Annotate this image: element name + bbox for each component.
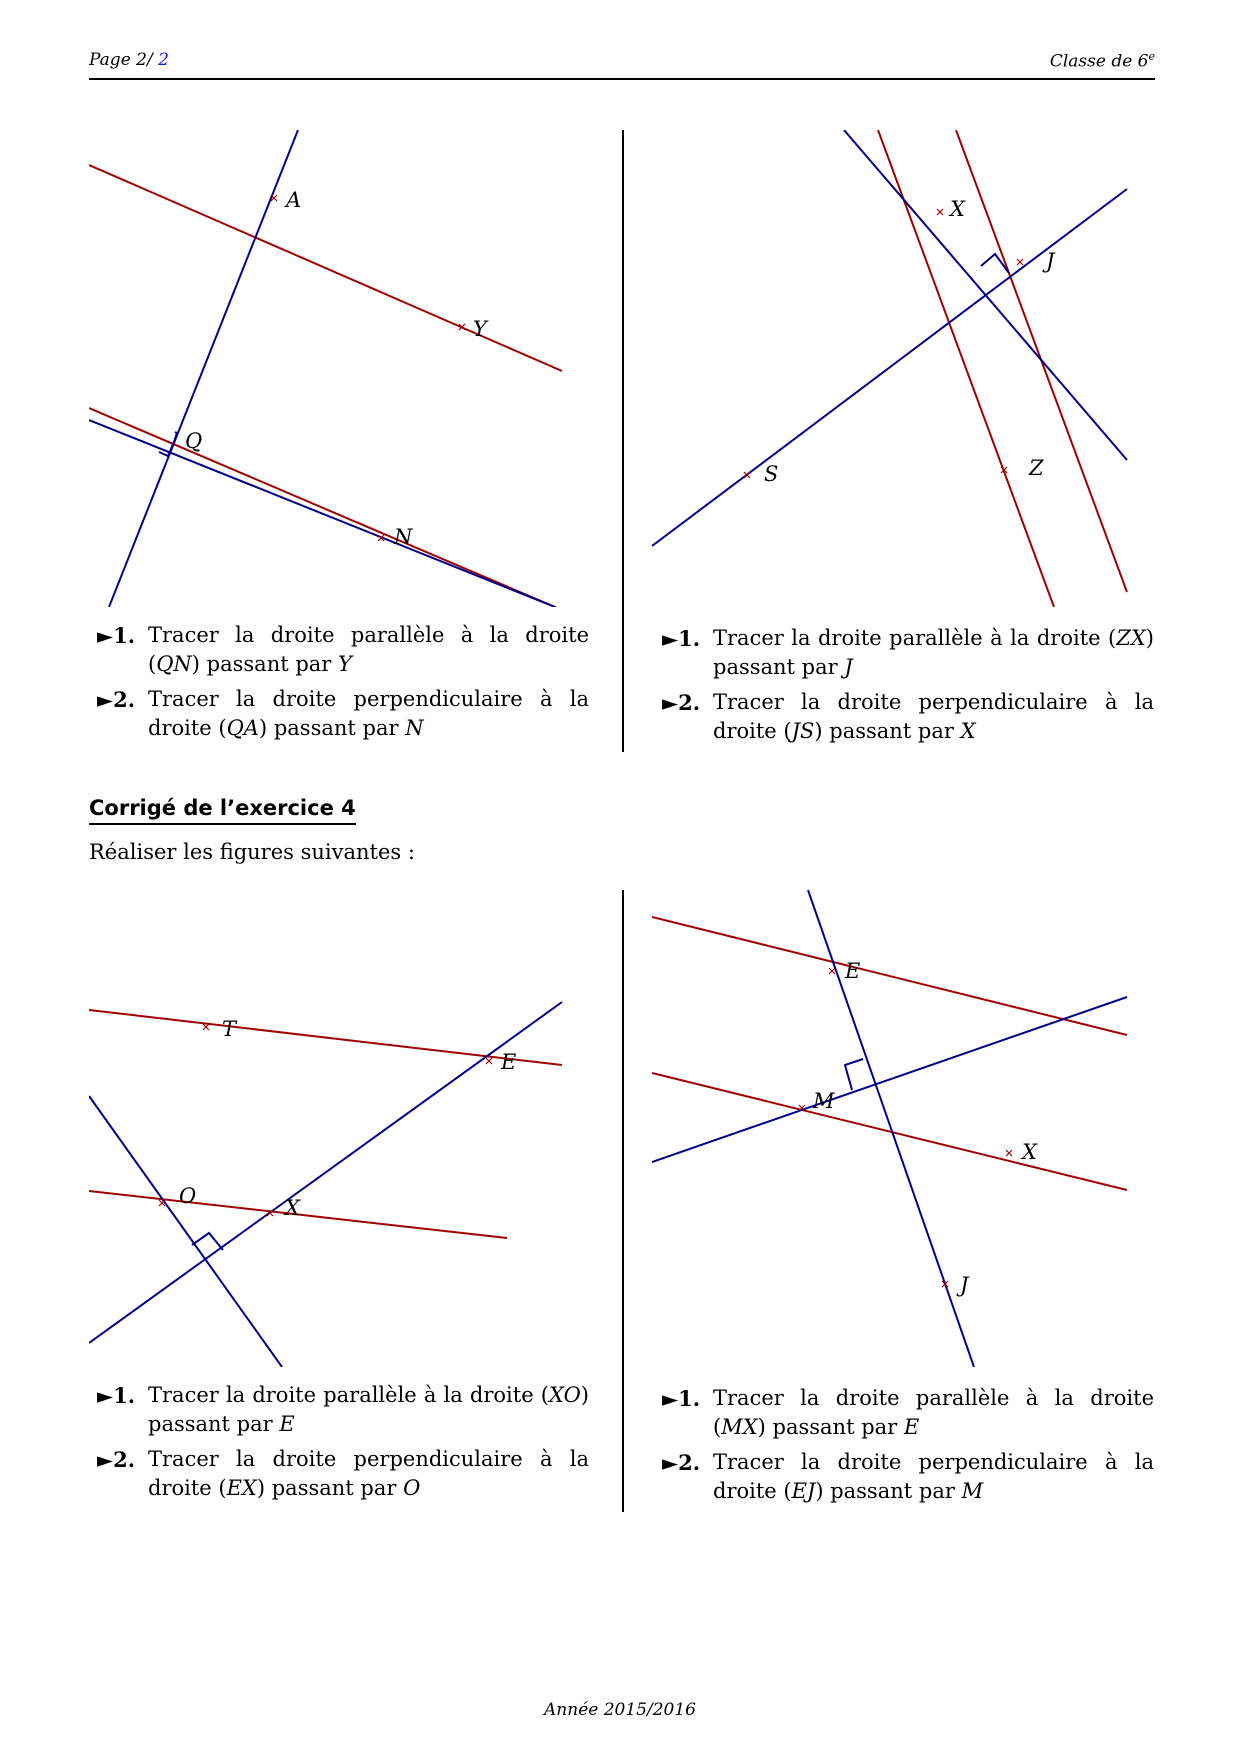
figure-3-canvas [89,890,589,1367]
footer-year: Année 2015/2016 [544,1700,696,1720]
instruction-text: Tracer la droite parallèle à la droite ( [148,1383,549,1407]
label-J: J [960,1273,969,1297]
instruction-item [654,624,1154,682]
line-QN [89,420,555,607]
line-through-X-perp [844,130,1127,460]
line-EX [89,1002,562,1343]
instruction-text: Tracer la droite perpendiculaire à la droite ( [148,1447,589,1500]
instruction-text: Tracer la droite parallèle à la droite ( [148,623,589,676]
line-through-Y [89,165,562,371]
point-E-mark [829,968,835,974]
point-E-mark [486,1058,492,1064]
instruction-item [89,1445,589,1503]
instruction-point: X [960,719,976,743]
instruction-number: ►2. [97,1447,136,1472]
instruction-text: ) passant par [815,1479,962,1503]
figure-4-canvas [652,890,1155,1367]
instruction-number: ►1. [662,1386,701,1411]
instruction-text: Tracer la droite perpendiculaire à la droite ( [713,1450,1154,1503]
instruction-number: ►1. [97,1383,136,1408]
label-X: X [285,1196,300,1220]
instruction-item [89,1381,589,1439]
instruction-point: M [961,1479,984,1503]
line-MX [652,1073,1127,1190]
instruction-item [654,1448,1154,1506]
line-through-O-perp [89,1096,282,1367]
label-X: X [950,197,965,221]
instruction-text: ) passant par [191,652,339,676]
instruction-item [654,688,1154,746]
instruction-point: O [403,1476,421,1500]
instruction-text: Tracer la droite parallèle à la droite ( [713,626,1117,650]
label-Z: Z [1029,456,1044,480]
instruction-number: ►2. [662,1450,701,1475]
point-T-mark [203,1024,209,1030]
instructions-1 [89,621,589,749]
class-label: Classe de 6 [1049,51,1149,72]
page-label: Page 2/ [89,50,153,70]
label-X: X [1022,1140,1037,1164]
header-page-number [89,50,169,70]
instructions-2 [654,624,1154,752]
label-Q: Q [185,429,203,453]
page-total-link[interactable]: 2 [158,50,169,70]
label-M: M [813,1089,835,1113]
right-angle-M [845,1059,863,1090]
instruction-text: ) passant par [258,716,406,740]
instruction-text: ) passant par [757,1415,904,1439]
label-E: E [501,1050,517,1074]
instruction-point: N [405,716,424,740]
instruction-text: ) passant par [814,719,961,743]
header-class [1050,50,1155,72]
instruction-line: EX [226,1476,257,1500]
instruction-point: Y [338,652,352,676]
instruction-item [654,1384,1154,1442]
column-divider-bottom [622,890,624,1512]
instruction-text: Tracer la droite parallèle à la droite ( [713,1386,1154,1439]
line-through-T [89,1010,562,1065]
header-rule [89,78,1155,80]
column-divider-top [622,130,624,752]
section-title: Corrigé de l’exercice 4 [89,796,356,825]
instruction-point: E [903,1415,920,1439]
label-J: J [1046,249,1055,273]
instruction-item [89,621,589,679]
line-QA [109,130,298,607]
instruction-line: QA [226,716,259,740]
label-Y: Y [473,317,487,341]
point-X-mark [937,209,943,215]
instruction-text: ) passant par [256,1476,404,1500]
line-EJ [808,890,974,1367]
instruction-item [89,685,589,743]
point-J-mark [1017,259,1023,265]
instructions-3 [89,1381,589,1509]
class-superscript: e [1148,50,1155,63]
instruction-line: QN [156,652,192,676]
line-through-M-perp [652,997,1127,1162]
line-JS [652,189,1127,546]
figure-3 [89,890,589,1367]
figure-2-canvas [652,130,1155,607]
label-O: O [179,1184,197,1208]
instruction-point: E [279,1412,295,1436]
label-A: A [286,188,302,212]
instruction-number: ►2. [662,690,701,715]
section-intro: Réaliser les figures suivantes : [89,840,415,864]
figure-2 [652,130,1155,607]
instructions-4 [654,1384,1154,1512]
instruction-text: Tracer la droite perpendiculaire à la droite ( [148,687,589,740]
instruction-line: XO [548,1383,581,1407]
instruction-line: JS [791,719,815,743]
point-X-mark [1006,1150,1012,1156]
instruction-text: Tracer la droite perpendiculaire à la droite ( [713,690,1154,743]
label-S: S [764,462,779,486]
instruction-number: ►2. [97,687,136,712]
instruction-number: ►1. [97,623,136,648]
line-through-E [652,917,1127,1035]
figure-4 [652,890,1155,1367]
label-N: N [394,525,413,549]
instruction-number: ►1. [662,626,701,651]
instruction-line: MX [721,1415,758,1439]
instruction-line: ZX [1116,626,1146,650]
instruction-line: EJ [791,1479,816,1503]
figure-1 [89,130,589,607]
instruction-text: ) passant par [148,1383,589,1436]
instruction-text: ) passant par [713,626,1154,679]
label-E: E [845,959,861,983]
figure-1-canvas [89,130,589,607]
line-through-N-red [89,408,562,607]
label-T: T [222,1017,237,1041]
instruction-point: J [844,655,853,679]
